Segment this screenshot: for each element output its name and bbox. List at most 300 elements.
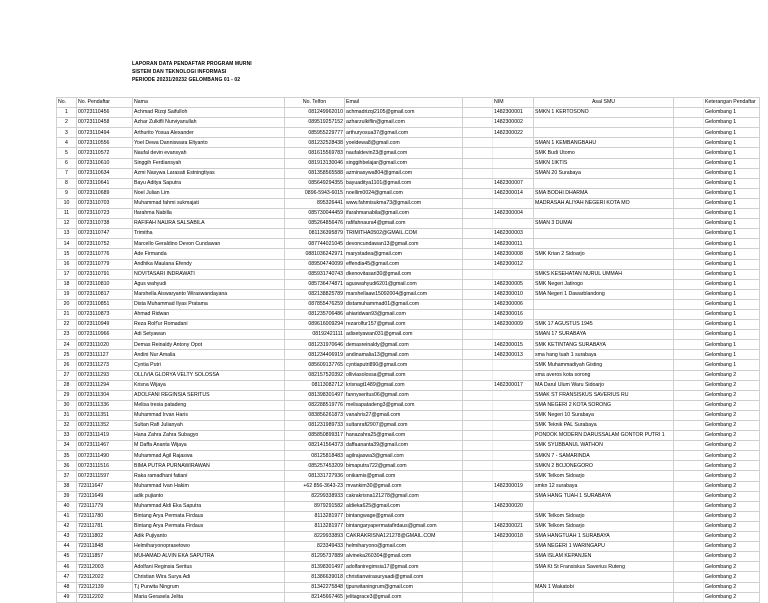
table-row bbox=[57, 410, 760, 420]
cell-pendaftar: 723111802 bbox=[77, 532, 133, 542]
cell-email: noellim0024@gmail.com bbox=[345, 188, 463, 198]
cell-nama: MUHAMAD ALVIN EKA SAPUTRA bbox=[133, 552, 285, 562]
cell-telfon: 085850899317 bbox=[285, 431, 345, 441]
cell-pendaftar: 00723111351 bbox=[77, 410, 133, 420]
report-title-block bbox=[132, 60, 252, 84]
cell-no: 5 bbox=[57, 148, 77, 158]
cell-email: yoeldewa8@gmail.com bbox=[345, 138, 463, 148]
cell-keterangan: Gelombang 1 bbox=[704, 178, 760, 188]
cell-gap bbox=[674, 562, 704, 572]
table-row bbox=[57, 491, 760, 501]
header-email: Email bbox=[345, 98, 463, 108]
cell-sekolah bbox=[534, 209, 674, 219]
cell-gap bbox=[674, 148, 704, 158]
table-row bbox=[57, 148, 760, 158]
cell-sekolah bbox=[534, 128, 674, 138]
cell-nim bbox=[493, 491, 534, 501]
cell-nim bbox=[493, 148, 534, 158]
cell-nama: T.j Purwita Ningrum bbox=[133, 582, 285, 592]
cell-email: melisapatadeng3@gmail.com bbox=[345, 400, 463, 410]
report-period: PERIODE 20231/20232 GELOMBANG 01 - 02 bbox=[132, 77, 241, 83]
cell-no: 1 bbox=[57, 108, 77, 118]
table-row bbox=[57, 198, 760, 208]
cell-gap bbox=[674, 461, 704, 471]
cell-email: cyntiaputri890@gmail.com bbox=[345, 360, 463, 370]
table-row bbox=[57, 340, 760, 350]
cell-pendaftar: 00723110572 bbox=[77, 148, 133, 158]
cell-gap bbox=[463, 148, 493, 158]
cell-no: 48 bbox=[57, 582, 77, 592]
cell-nama: Andhika Maulana Efendy bbox=[133, 259, 285, 269]
cell-gap bbox=[463, 209, 493, 219]
cell-nim bbox=[493, 562, 534, 572]
cell-nama: Helmiharyonoprasetowo bbox=[133, 542, 285, 552]
table-row bbox=[57, 400, 760, 410]
cell-pendaftar: 00723111467 bbox=[77, 441, 133, 451]
cell-no: 28 bbox=[57, 380, 77, 390]
cell-gap bbox=[674, 239, 704, 249]
table-row bbox=[57, 209, 760, 219]
cell-keterangan: Gelombang 1 bbox=[704, 249, 760, 259]
cell-pendaftar: 00723110779 bbox=[77, 259, 133, 269]
cell-gap bbox=[674, 370, 704, 380]
cell-nama: Azmi Nasywa Larasati Estningtiyas bbox=[133, 168, 285, 178]
table-row bbox=[57, 360, 760, 370]
cell-gap bbox=[463, 572, 493, 582]
cell-keterangan: Gelombang 2 bbox=[704, 592, 760, 602]
cell-pendaftar: 723111779 bbox=[77, 501, 133, 511]
cell-keterangan: Gelombang 1 bbox=[704, 108, 760, 118]
cell-sekolah: MA Darul Ulum Waru Sidoarjo bbox=[534, 380, 674, 390]
cell-keterangan: Gelombang 1 bbox=[704, 309, 760, 319]
table-row bbox=[57, 431, 760, 441]
cell-telfon: 082141564373 bbox=[285, 441, 345, 451]
cell-gap bbox=[463, 269, 493, 279]
cell-no: 47 bbox=[57, 572, 77, 582]
cell-nama: Adik Pujiyanto bbox=[133, 532, 285, 542]
cell-nim bbox=[493, 461, 534, 471]
cell-sekolah: SMA Negeri 1 Dawarblandong bbox=[534, 289, 674, 299]
cell-telfon: 085955229777 bbox=[285, 128, 345, 138]
cell-no: 30 bbox=[57, 400, 77, 410]
cell-gap bbox=[463, 229, 493, 239]
cell-sekolah: SMK Negeri Jatirogo bbox=[534, 279, 674, 289]
cell-gap bbox=[463, 279, 493, 289]
cell-email: naufaldevin23@gmail.com bbox=[345, 148, 463, 158]
cell-nama: Muhammad Ivan Hakim bbox=[133, 481, 285, 491]
table-row bbox=[57, 259, 760, 269]
cell-telfon: 081615569783 bbox=[285, 148, 345, 158]
cell-pendaftar: 723112139 bbox=[77, 582, 133, 592]
table-row bbox=[57, 572, 760, 582]
cell-nim: 1482300009 bbox=[493, 320, 534, 330]
table-row bbox=[57, 128, 760, 138]
cell-no: 19 bbox=[57, 289, 77, 299]
cell-email: bimaputra722@gmail.com bbox=[345, 461, 463, 471]
cell-sekolah bbox=[534, 572, 674, 582]
cell-pendaftar: 723111780 bbox=[77, 511, 133, 521]
cell-gap bbox=[674, 168, 704, 178]
cell-pendaftar: 00723111273 bbox=[77, 360, 133, 370]
cell-nama: RAFIFAH NAURA SALSABILA bbox=[133, 219, 285, 229]
cell-pendaftar: 00723110689 bbox=[77, 188, 133, 198]
cell-nim bbox=[493, 390, 534, 400]
header-gap-1 bbox=[463, 98, 493, 108]
header-gap-2 bbox=[674, 98, 704, 108]
cell-no: 15 bbox=[57, 249, 77, 259]
cell-nama: Ifarahma Nabilla bbox=[133, 209, 285, 219]
report-subtitle: SISTEM DAN TEKNOLOGI INFORMASI bbox=[132, 69, 227, 75]
cell-no: 39 bbox=[57, 491, 77, 501]
cell-sekolah: SMK SYUBBANUL WATHON bbox=[534, 441, 674, 451]
cell-gap bbox=[463, 299, 493, 309]
cell-email: devoncundawan13@gmail.com bbox=[345, 239, 463, 249]
cell-email: distamuhammad01@gmail.com bbox=[345, 299, 463, 309]
cell-pendaftar: 00723110817 bbox=[77, 289, 133, 299]
cell-pendaftar: 723112003 bbox=[77, 562, 133, 572]
cell-nama: Adi Setyawan bbox=[133, 330, 285, 340]
cell-email: mvankim30@gmail.com bbox=[345, 481, 463, 491]
cell-email: TRIMITHA0502@GMAIL.COM bbox=[345, 229, 463, 239]
cell-email: cakrakrisna121278@gmail.com bbox=[345, 491, 463, 501]
cell-gap bbox=[674, 542, 704, 552]
cell-nim bbox=[493, 431, 534, 441]
cell-nama: Raka ramadhani fatiani bbox=[133, 471, 285, 481]
table-row bbox=[57, 390, 760, 400]
cell-keterangan: Gelombang 1 bbox=[704, 299, 760, 309]
cell-gap bbox=[674, 269, 704, 279]
cell-telfon: 81295737889 bbox=[285, 552, 345, 562]
cell-email: ifarahmanabila@gmail.com bbox=[345, 209, 463, 219]
header-nim: NIM bbox=[493, 98, 534, 108]
cell-telfon: 081235706486 bbox=[285, 309, 345, 319]
cell-pendaftar: 00723110703 bbox=[77, 198, 133, 208]
cell-pendaftar: 00723111336 bbox=[77, 400, 133, 410]
cell-keterangan: Gelombang 2 bbox=[704, 542, 760, 552]
cell-no: 34 bbox=[57, 441, 77, 451]
cell-telfon: 08113082712 bbox=[285, 380, 345, 390]
cell-gap bbox=[463, 118, 493, 128]
cell-nama: M Daffa Ananta Wijaya bbox=[133, 441, 285, 451]
cell-sekolah bbox=[534, 178, 674, 188]
cell-no: 17 bbox=[57, 269, 77, 279]
cell-nama: Muhammad Aldi Eka Saputra bbox=[133, 501, 285, 511]
cell-gap bbox=[674, 360, 704, 370]
cell-nama: OLLIVIA GLORYA VELTY SOLOSSA bbox=[133, 370, 285, 380]
cell-gap bbox=[463, 582, 493, 592]
cell-sekolah: SMA Kt St Fransiskus Saverius Ruteng bbox=[534, 562, 674, 572]
cell-nama: BIMA PUTRA PURNAWIRAWAN bbox=[133, 461, 285, 471]
table-row bbox=[57, 521, 760, 531]
cell-sekolah: sma averos kota sorong bbox=[534, 370, 674, 380]
cell-telfon: 8229933893 bbox=[285, 532, 345, 542]
cell-no: 32 bbox=[57, 421, 77, 431]
cell-sekolah: SMK Telkom Sidoarjo bbox=[534, 511, 674, 521]
cell-nama: Muhammad Irvan Haris bbox=[133, 410, 285, 420]
cell-email: demasreinaldy@gmail.com bbox=[345, 340, 463, 350]
cell-gap bbox=[463, 138, 493, 148]
cell-sekolah: SMKN 1 KERTOSONO bbox=[534, 108, 674, 118]
cell-nama: Muhammad Agil Rajaswa bbox=[133, 451, 285, 461]
table-body bbox=[57, 108, 760, 603]
cell-nim: 1482300006 bbox=[493, 299, 534, 309]
cell-gap bbox=[463, 178, 493, 188]
cell-email: marshellaaw15092004@gmail.com bbox=[345, 289, 463, 299]
cell-nama: Ahmad Ridwan bbox=[133, 309, 285, 319]
cell-nim bbox=[493, 400, 534, 410]
cell-email: adolfaniregimsia17@gmail.com bbox=[345, 562, 463, 572]
table-row bbox=[57, 138, 760, 148]
cell-keterangan: Gelombang 1 bbox=[704, 330, 760, 340]
cell-no: 3 bbox=[57, 128, 77, 138]
table-row bbox=[57, 552, 760, 562]
cell-nama: Noel Julian Lim bbox=[133, 188, 285, 198]
cell-sekolah: SMKN 1IKTIS bbox=[534, 158, 674, 168]
cell-nim: 1482300008 bbox=[493, 249, 534, 259]
cell-sekolah: SMAN 17 SURABAYA bbox=[534, 330, 674, 340]
cell-gap bbox=[463, 501, 493, 511]
cell-nama: Muhammad fahmi sukmajati bbox=[133, 198, 285, 208]
table-row bbox=[57, 421, 760, 431]
cell-no: 36 bbox=[57, 461, 77, 471]
cell-telfon: 085264856476 bbox=[285, 219, 345, 229]
cell-nim bbox=[493, 410, 534, 420]
cell-gap bbox=[463, 239, 493, 249]
cell-gap bbox=[463, 390, 493, 400]
table-row bbox=[57, 481, 760, 491]
cell-telfon: 8113281977 bbox=[285, 511, 345, 521]
cell-gap bbox=[463, 400, 493, 410]
cell-sekolah: SMK Negeri 10 Surabaya bbox=[534, 410, 674, 420]
table-row bbox=[57, 178, 760, 188]
cell-keterangan: Gelombang 2 bbox=[704, 410, 760, 420]
cell-keterangan: Gelombang 1 bbox=[704, 269, 760, 279]
cell-pendaftar: 00723110738 bbox=[77, 219, 133, 229]
cell-email: helmiharyono@gmail.com bbox=[345, 542, 463, 552]
cell-gap bbox=[674, 279, 704, 289]
cell-nama: Krisna Wijaya bbox=[133, 380, 285, 390]
cell-gap bbox=[674, 572, 704, 582]
cell-nama: Agus wahyudi bbox=[133, 279, 285, 289]
cell-telfon: 82299338933 bbox=[285, 491, 345, 501]
table-row bbox=[57, 118, 760, 128]
cell-telfon: 085257453209 bbox=[285, 461, 345, 471]
cell-nim: 1482300016 bbox=[493, 309, 534, 319]
cell-gap bbox=[674, 521, 704, 531]
cell-keterangan: Gelombang 1 bbox=[704, 158, 760, 168]
cell-telfon: 8979291582 bbox=[285, 501, 345, 511]
cell-gap bbox=[463, 158, 493, 168]
cell-gap bbox=[674, 410, 704, 420]
cell-no: 16 bbox=[57, 259, 77, 269]
cell-no: 40 bbox=[57, 501, 77, 511]
cell-keterangan: Gelombang 1 bbox=[704, 198, 760, 208]
cell-gap bbox=[674, 309, 704, 319]
cell-telfon: 087855476259 bbox=[285, 299, 345, 309]
cell-email: CAKRAKRISNA121278@GMAIL.COM bbox=[345, 532, 463, 542]
cell-pendaftar: 00723110458 bbox=[77, 118, 133, 128]
table-row bbox=[57, 158, 760, 168]
cell-gap bbox=[674, 390, 704, 400]
cell-no: 33 bbox=[57, 431, 77, 441]
cell-nama: Demas Reinaldy Antony Opot bbox=[133, 340, 285, 350]
cell-gap bbox=[463, 340, 493, 350]
cell-telfon: 08125818483 bbox=[285, 451, 345, 461]
table-row bbox=[57, 188, 760, 198]
header-pendaftar: No. Pendaftar bbox=[77, 98, 133, 108]
cell-email: aguswahyudi6201@gmail.com bbox=[345, 279, 463, 289]
cell-gap bbox=[463, 410, 493, 420]
cell-gap bbox=[674, 491, 704, 501]
table-row bbox=[57, 501, 760, 511]
cell-gap bbox=[463, 431, 493, 441]
cell-nim bbox=[493, 582, 534, 592]
cell-telfon: 081136395879 bbox=[285, 229, 345, 239]
cell-keterangan: Gelombang 2 bbox=[704, 572, 760, 582]
header-sekolah: Asal SMU bbox=[534, 98, 674, 108]
cell-telfon: 089616009294 bbox=[285, 320, 345, 330]
cell-keterangan: Gelombang 2 bbox=[704, 521, 760, 531]
cell-sekolah bbox=[534, 259, 674, 269]
cell-keterangan: Gelombang 2 bbox=[704, 511, 760, 521]
cell-pendaftar: 00723110456 bbox=[77, 108, 133, 118]
cell-sekolah: SMKN 2 BOJONEGORO bbox=[534, 461, 674, 471]
cell-telfon: 895326441 bbox=[285, 198, 345, 208]
header-nama: Nama bbox=[133, 98, 285, 108]
cell-nim: 1482300018 bbox=[493, 532, 534, 542]
table-row bbox=[57, 441, 760, 451]
table-row bbox=[57, 380, 760, 390]
header-keterangan: Keterangan Pendaftar bbox=[704, 98, 760, 108]
cell-nim: 1482300011 bbox=[493, 239, 534, 249]
cell-gap bbox=[674, 158, 704, 168]
cell-keterangan: Gelombang 2 bbox=[704, 390, 760, 400]
cell-gap bbox=[674, 289, 704, 299]
cell-telfon: +62 856-3643-23 bbox=[285, 481, 345, 491]
cell-sekolah: SMAN 20 Surabaya bbox=[534, 168, 674, 178]
cell-nama: Marshella Aiswaryanto Wiraswandayana bbox=[133, 289, 285, 299]
table-row bbox=[57, 269, 760, 279]
cell-nama: Dista Muhammad Ilyas Pratama bbox=[133, 299, 285, 309]
cell-sekolah: MADRASAH ALIYAH NEGERI KOTA MO bbox=[534, 198, 674, 208]
cell-email: christianwirasuryaadi@gmail.com bbox=[345, 572, 463, 582]
cell-nama: Arthurito Yosua Alexander bbox=[133, 128, 285, 138]
cell-gap bbox=[463, 108, 493, 118]
cell-sekolah bbox=[534, 501, 674, 511]
cell-no: 7 bbox=[57, 168, 77, 178]
cell-nama: Melisa tresia patadeng bbox=[133, 400, 285, 410]
cell-telfon: 81342275848 bbox=[285, 582, 345, 592]
cell-nim bbox=[493, 168, 534, 178]
cell-sekolah: SMA NEGERI 1 WARINGAPU bbox=[534, 542, 674, 552]
cell-pendaftar: 00723111597 bbox=[77, 471, 133, 481]
cell-no: 18 bbox=[57, 279, 77, 289]
cell-no: 37 bbox=[57, 471, 77, 481]
cell-nama: NOVITASARI INDRAWATI bbox=[133, 269, 285, 279]
cell-gap bbox=[674, 431, 704, 441]
cell-no: 41 bbox=[57, 511, 77, 521]
table-row bbox=[57, 239, 760, 249]
cell-keterangan: Gelombang 2 bbox=[704, 380, 760, 390]
cell-sekolah bbox=[534, 229, 674, 239]
cell-email: alvineka260304@gmail.com bbox=[345, 552, 463, 562]
cell-pendaftar: 00723111516 bbox=[77, 461, 133, 471]
cell-no: 8 bbox=[57, 178, 77, 188]
cell-nama: Bintang Arya Permata Firdaus bbox=[133, 521, 285, 531]
cell-telfon: 81398301497 bbox=[285, 562, 345, 572]
cell-nama: Adolfani Reginsia Seritus bbox=[133, 562, 285, 572]
cell-nim bbox=[493, 330, 534, 340]
cell-gap bbox=[463, 542, 493, 552]
cell-no: 11 bbox=[57, 209, 77, 219]
cell-no: 44 bbox=[57, 542, 77, 552]
cell-gap bbox=[674, 118, 704, 128]
cell-gap bbox=[674, 229, 704, 239]
cell-gap bbox=[674, 481, 704, 491]
cell-telfon: 085649294355 bbox=[285, 178, 345, 188]
header-telfon: No. Telfon bbox=[285, 98, 345, 108]
cell-gap bbox=[674, 400, 704, 410]
cell-keterangan: Gelombang 2 bbox=[704, 471, 760, 481]
cell-pendaftar: 00723111020 bbox=[77, 340, 133, 350]
table-row bbox=[57, 350, 760, 360]
cell-keterangan: Gelombang 2 bbox=[704, 582, 760, 592]
cell-sekolah bbox=[534, 239, 674, 249]
cell-sekolah: SMA HANG TUAH 1 SURABAYA bbox=[534, 491, 674, 501]
table-row bbox=[57, 279, 760, 289]
registrant-table bbox=[56, 97, 760, 603]
cell-gap bbox=[463, 562, 493, 572]
cell-nim: 1482300007 bbox=[493, 178, 534, 188]
cell-pendaftar: 723111647 bbox=[77, 481, 133, 491]
cell-nim bbox=[493, 441, 534, 451]
cell-gap bbox=[463, 188, 493, 198]
cell-nim bbox=[493, 219, 534, 229]
cell-keterangan: Gelombang 1 bbox=[704, 138, 760, 148]
cell-gap bbox=[463, 128, 493, 138]
table-row bbox=[57, 309, 760, 319]
cell-telfon: 089519257152 bbox=[285, 118, 345, 128]
cell-no: 6 bbox=[57, 158, 77, 168]
cell-sekolah: SMK Teknik PAL Surabaya bbox=[534, 421, 674, 431]
cell-nim bbox=[493, 542, 534, 552]
cell-gap bbox=[674, 178, 704, 188]
cell-gap bbox=[674, 108, 704, 118]
cell-email: arthuryosua37@gmail.com bbox=[345, 128, 463, 138]
cell-nim bbox=[493, 451, 534, 461]
cell-gap bbox=[463, 330, 493, 340]
cell-nim: 1482300004 bbox=[493, 209, 534, 219]
cell-email: olliviasolossa@gmail.com bbox=[345, 370, 463, 380]
cell-email: effendia45@gmail.com bbox=[345, 259, 463, 269]
cell-gap bbox=[463, 350, 493, 360]
cell-sekolah: SMA BODHI DHARMA bbox=[534, 188, 674, 198]
cell-nama: Achmad Rizqi Saifulloh bbox=[133, 108, 285, 118]
cell-pendaftar: 00723110949 bbox=[77, 320, 133, 330]
cell-nim: 1482300021 bbox=[493, 521, 534, 531]
cell-nama: Marcello Geraldino Devon Cundawan bbox=[133, 239, 285, 249]
table-row bbox=[57, 451, 760, 461]
cell-nama: Azhar Zulkifli Nurviyanullah bbox=[133, 118, 285, 128]
cell-pendaftar: 00723110610 bbox=[77, 158, 133, 168]
cell-sekolah: SMK 17 AGUSTUS 1945 bbox=[534, 320, 674, 330]
cell-nama: Singgih Ferdiansyah bbox=[133, 158, 285, 168]
cell-pendaftar: 00723111293 bbox=[77, 370, 133, 380]
cell-gap bbox=[674, 128, 704, 138]
cell-pendaftar: 723111781 bbox=[77, 521, 133, 531]
cell-sekolah: SMK KETINTANG SURABAYA bbox=[534, 340, 674, 350]
cell-email: onikamis@gmail.com bbox=[345, 471, 463, 481]
